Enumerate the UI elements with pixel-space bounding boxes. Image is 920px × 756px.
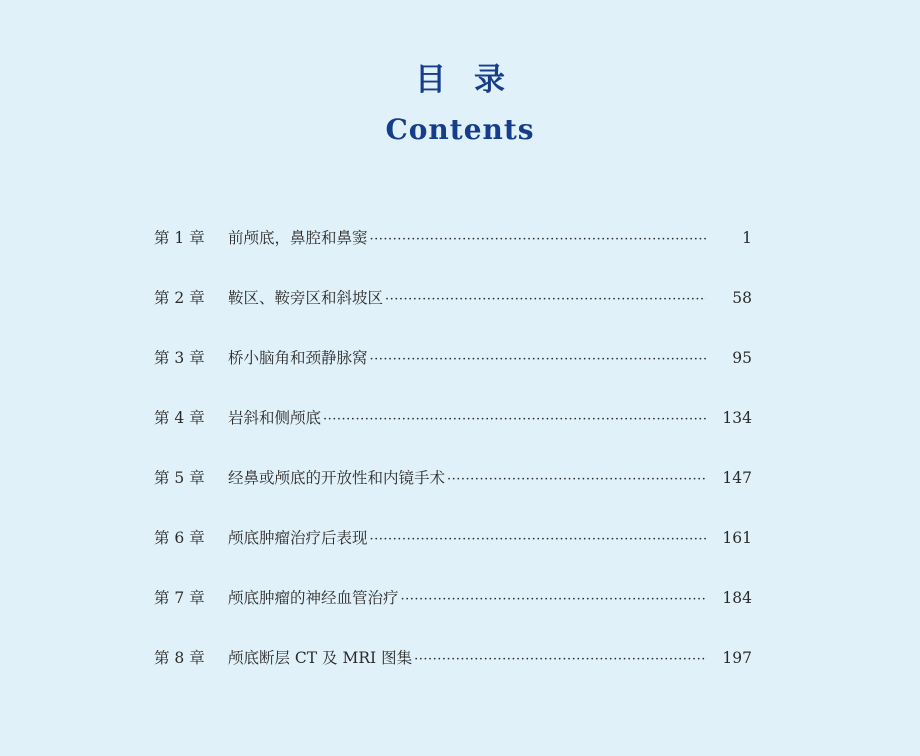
dot-leader (323, 404, 706, 436)
page-number: 197 (722, 649, 752, 667)
page-title: 目录 (415, 62, 533, 98)
chapter-number: 第 7 章 (154, 589, 205, 607)
toc-entry[interactable] (154, 282, 752, 342)
chapter-number: 第 2 章 (154, 289, 205, 307)
dot-leader (414, 644, 706, 676)
page-number: 134 (722, 409, 752, 427)
dot-leader (370, 524, 706, 556)
page-number: 184 (722, 589, 752, 607)
dot-leader (370, 344, 706, 376)
chapter-title: 前颅底，鼻腔和鼻窦 (228, 229, 368, 247)
toc-entry[interactable] (154, 522, 752, 582)
chapter-number: 第 3 章 (154, 349, 205, 367)
chapter-title: 经鼻或颅底的开放性和内镜手术 (228, 469, 446, 487)
toc-entry[interactable] (154, 402, 752, 462)
chapter-title: 颅底肿瘤治疗后表现 (228, 529, 368, 547)
chapter-number: 第 6 章 (154, 529, 205, 547)
chapter-number: 第 8 章 (154, 649, 205, 667)
chapter-number: 第 4 章 (154, 409, 205, 427)
page-subtitle: Contents (385, 113, 535, 146)
page-number: 95 (732, 349, 752, 367)
toc-entry[interactable] (154, 582, 752, 642)
toc-entry[interactable] (154, 642, 752, 702)
toc-entry[interactable] (154, 222, 752, 282)
chapter-title: 桥小脑角和颈静脉窝 (228, 349, 368, 367)
page-number: 161 (722, 529, 752, 547)
chapter-title: 颅底断层 CT 及 MRI 图集 (228, 649, 413, 667)
dot-leader (447, 464, 706, 496)
page-number: 147 (722, 469, 752, 487)
chapter-title: 鞍区、鞍旁区和斜坡区 (228, 289, 384, 307)
chapter-number: 第 5 章 (154, 469, 205, 487)
toc-entry[interactable] (154, 342, 752, 402)
chapter-number: 第 1 章 (154, 229, 205, 247)
table-of-contents (154, 222, 752, 702)
dot-leader (370, 224, 706, 256)
page-number: 1 (742, 229, 752, 247)
toc-entry[interactable] (154, 462, 752, 522)
dot-leader (385, 284, 706, 316)
chapter-title: 颅底肿瘤的神经血管治疗 (228, 589, 399, 607)
chapter-title: 岩斜和侧颅底 (228, 409, 322, 427)
dot-leader (401, 584, 706, 616)
page-number: 58 (732, 289, 752, 307)
